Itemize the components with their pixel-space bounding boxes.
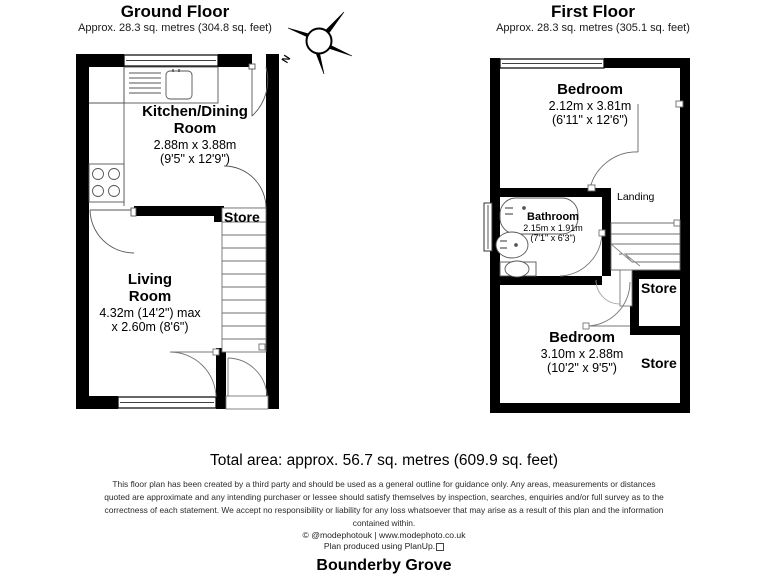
room-dims-bedroom-1-metric: 2.12m x 3.81m xyxy=(548,98,632,113)
store-label-ground: Store xyxy=(224,209,260,225)
door-hall-right[interactable] xyxy=(224,166,266,208)
room-name-kitchen-line2: Room xyxy=(173,119,217,137)
room-dims-living-imperial: x 2.60m (8'6") xyxy=(111,319,189,334)
compass-rose xyxy=(280,6,354,76)
room-label-bedroom-2 xyxy=(512,330,652,375)
kitchen-sink-unit xyxy=(124,67,218,103)
total-area-text: Total area: approx. 56.7 sq. metres (609.9 sq. feet) xyxy=(209,452,559,469)
ground-floor-title: Ground Floor xyxy=(120,2,230,21)
staircase-ground xyxy=(222,208,266,352)
hob-icon xyxy=(89,164,124,202)
wc-icon xyxy=(500,261,536,277)
room-name-bedroom-1: Bedroom xyxy=(557,81,623,98)
credit-line-2-text: Plan produced using PlanUp. xyxy=(323,541,436,551)
compass-star-icon xyxy=(284,6,354,76)
room-label-bathroom xyxy=(505,211,601,243)
store-label-first-upper: Store xyxy=(641,280,677,296)
property-address: Bounderby Grove xyxy=(316,557,452,574)
room-dims-living-metric: 4.32m (14'2") max xyxy=(99,305,201,320)
window-top xyxy=(124,55,218,66)
room-label-bedroom-1 xyxy=(520,82,660,127)
room-dims-kitchen-imperial: (9'5" x 12'9") xyxy=(160,151,230,166)
room-name-kitchen-line1: Kitchen/Dining xyxy=(142,103,248,120)
door-living[interactable] xyxy=(170,349,219,397)
room-dims-bathroom-metric: 2.15m x 1.91m xyxy=(523,223,583,234)
landing-label: Landing xyxy=(617,191,655,203)
window-bedroom1 xyxy=(500,59,604,68)
compass-north-label: N xyxy=(280,53,294,66)
door-kitchen[interactable] xyxy=(90,208,136,253)
front-door[interactable] xyxy=(226,358,268,409)
ground-floor-subtitle: Approx. 28.3 sq. metres (304.8 sq. feet) xyxy=(78,22,272,34)
store-label-first-lower: Store xyxy=(641,355,677,371)
trademark-box-icon xyxy=(436,543,444,551)
staircase-first xyxy=(611,220,680,270)
first-floor-subtitle: Approx. 28.3 sq. metres (305.1 sq. feet) xyxy=(496,22,690,34)
room-label-living xyxy=(80,272,220,334)
room-name-living-line1: Living xyxy=(127,271,173,288)
room-dims-kitchen-metric: 2.88m x 3.88m xyxy=(153,137,237,152)
room-dims-bathroom-imperial: (7'1" x 6'3") xyxy=(530,233,576,244)
credit-line-2 xyxy=(0,540,768,552)
room-label-kitchen-dining xyxy=(120,104,270,166)
room-dims-bedroom-2-metric: 3.10m x 2.88m xyxy=(540,346,624,361)
first-floor-title: First Floor xyxy=(550,2,636,21)
credit-line-1: © @modephotouk | www.modephoto.co.uk xyxy=(302,530,466,540)
room-dims-bedroom-2-imperial: (10'2" x 9'5") xyxy=(547,360,617,375)
room-dims-bedroom-1-imperial: (6'11" x 12'6") xyxy=(552,112,628,127)
window-bathroom xyxy=(484,203,492,251)
disclaimer-text: This floor plan has been created by a third party and should be used as a general outline for guidance only. Any areas, measurements or distances quoted are approximate and any intending purchaser or lessee should satisfy themselves by inspection, searches, enquiries and/or full survey as to the correctness of each statement. We accept no responsibility or liability for any loss whatsoever that may arise as a result of this plan and the information contained within. xyxy=(104,479,664,529)
room-name-bedroom-2: Bedroom xyxy=(549,329,615,346)
room-name-living-line2: Room xyxy=(128,287,172,305)
window-bottom xyxy=(118,397,216,408)
room-name-bathroom: Bathroom xyxy=(527,211,579,223)
